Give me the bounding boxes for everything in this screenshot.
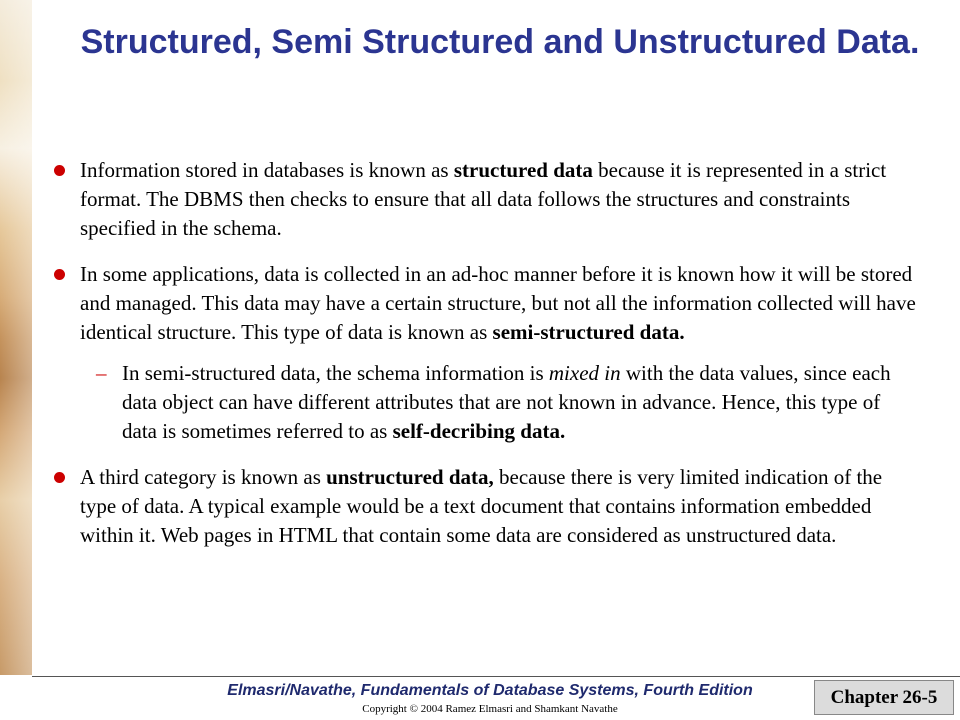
footer-copyright: Copyright © 2004 Ramez Elmasri and Shamkant Navathe bbox=[362, 703, 618, 715]
sub-bullet-self-describing: – In semi-structured data, the schema information is mixed in with the data values, since each data object can have different attributes that are not known in advance. Hence, this type of data is sometimes referred to as self-decribing data. bbox=[96, 361, 891, 443]
bullet-dot-icon bbox=[54, 472, 65, 483]
footer-book-title: Elmasri/Navathe, Fundamentals of Database Systems, Fourth Edition bbox=[227, 682, 753, 699]
bullet-dot-icon bbox=[54, 165, 65, 176]
footer-divider bbox=[32, 676, 960, 677]
bullet-dot-icon bbox=[54, 269, 65, 280]
chapter-badge: Chapter 26-5 bbox=[814, 680, 954, 715]
dash-icon: – bbox=[96, 361, 107, 385]
bullet-semi-structured: In some applications, data is collected in an ad-hoc manner before it is known how it will be stored and managed. This data may have a certain structure, but not all the information collected will have identical structure. This type of data is known as semi-structured data. – In semi-structured data, the schema information is mixed in with the data values, since each data object can have different attributes that are not known in advance. Hence, this type of data is sometimes referred to as self-decribing data. bbox=[50, 260, 920, 446]
bullet-structured: Information stored in databases is known as structured data because it is represented in a strict format. The DBMS then checks to ensure that all data follows the structures and constraints specified in the schema. bbox=[50, 156, 920, 243]
bullet-unstructured: A third category is known as unstructured data, because there is very limited indication of the type of data. A typical example would be a text document that contains information embedded within it. Web pages in HTML that contain some data are considered as unstructured data. bbox=[50, 463, 920, 550]
slide-title: Structured, Semi Structured and Unstructured Data. bbox=[80, 23, 920, 61]
slide-body bbox=[50, 156, 920, 550]
